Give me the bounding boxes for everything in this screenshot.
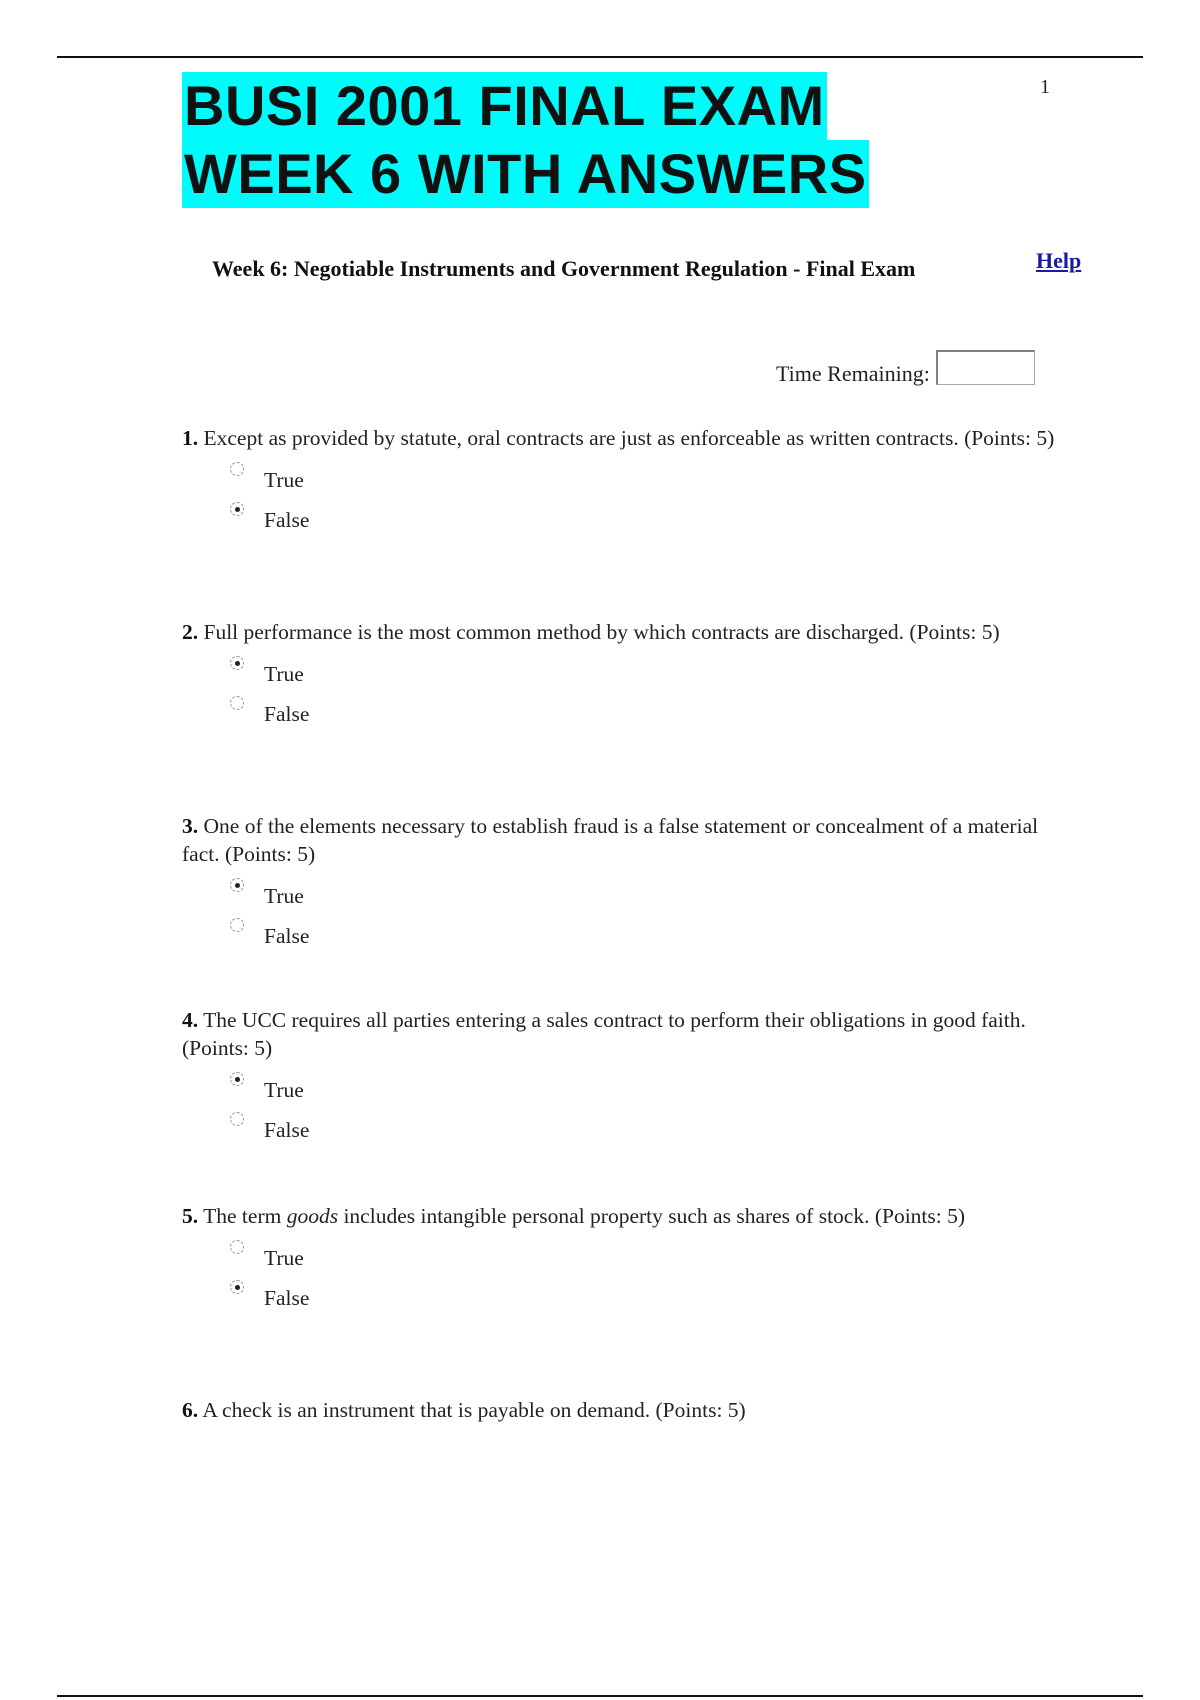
question-body: A check is an instrument that is payable on demand. (Points: 5) — [202, 1398, 746, 1422]
question-text — [182, 618, 1062, 646]
option-false[interactable] — [226, 502, 1062, 542]
question-body-start: The term — [203, 1204, 282, 1228]
question-body-end: includes intangible personal property such as shares of stock. (Points: 5) — [343, 1204, 966, 1228]
question-emphasis: goods — [286, 1204, 339, 1228]
time-remaining — [776, 350, 1035, 387]
question-2 — [182, 618, 1062, 736]
question-text — [182, 1396, 1062, 1424]
document-title — [182, 72, 869, 208]
radio-button[interactable] — [230, 462, 244, 476]
option-label: True — [264, 662, 304, 686]
option-false[interactable] — [226, 1280, 1062, 1320]
option-true[interactable] — [226, 462, 1062, 502]
option-label: False — [264, 1286, 310, 1310]
radio-button[interactable] — [230, 1112, 244, 1126]
question-number: 1. — [182, 426, 199, 450]
radio-button[interactable] — [230, 918, 244, 932]
question-body: One of the elements necessary to establish fraud is a false statement or concealment of a material fact. (Points: 5) — [182, 814, 1039, 866]
time-remaining-label: Time Remaining: — [776, 361, 930, 386]
title-line-1: BUSI 2001 FINAL EXAM — [182, 72, 827, 140]
question-text — [182, 424, 1062, 452]
option-label: True — [264, 1246, 304, 1270]
question-number: 2. — [182, 620, 199, 644]
radio-button[interactable] — [230, 1240, 244, 1254]
time-remaining-field — [936, 350, 1035, 385]
question-text — [182, 812, 1062, 868]
radio-button[interactable] — [230, 1280, 244, 1294]
question-4 — [182, 1006, 1062, 1152]
option-true[interactable] — [226, 1072, 1062, 1112]
option-label: False — [264, 508, 310, 532]
top-rule — [57, 56, 1143, 58]
page-number: 1 — [1040, 76, 1050, 98]
question-number: 3. — [182, 814, 199, 838]
option-false[interactable] — [226, 1112, 1062, 1152]
radio-button[interactable] — [230, 502, 244, 516]
question-3 — [182, 812, 1062, 958]
title-line-2: WEEK 6 WITH ANSWERS — [182, 140, 869, 208]
question-1 — [182, 424, 1062, 542]
question-body: Except as provided by statute, oral contracts are just as enforceable as written contracts. (Points: 5) — [203, 426, 1055, 450]
option-label: False — [264, 924, 310, 948]
option-label: True — [264, 884, 304, 908]
option-false[interactable] — [226, 918, 1062, 958]
option-label: True — [264, 468, 304, 492]
question-number: 5. — [182, 1204, 199, 1228]
exam-header: Week 6: Negotiable Instruments and Government Regulation - Final Exam — [212, 256, 916, 281]
question-body: The UCC requires all parties entering a sales contract to perform their obligations in good faith. (Points: 5) — [182, 1008, 1026, 1060]
question-text — [182, 1006, 1062, 1062]
help-link[interactable]: Help — [1036, 248, 1082, 273]
question-number: 6. — [182, 1398, 199, 1422]
question-6 — [182, 1396, 1062, 1424]
radio-button[interactable] — [230, 656, 244, 670]
option-label: False — [264, 1118, 310, 1142]
radio-button[interactable] — [230, 1072, 244, 1086]
option-true[interactable] — [226, 1240, 1062, 1280]
radio-button[interactable] — [230, 878, 244, 892]
question-5 — [182, 1202, 1062, 1320]
option-true[interactable] — [226, 656, 1062, 696]
radio-button[interactable] — [230, 696, 244, 710]
question-number: 4. — [182, 1008, 199, 1032]
question-body: Full performance is the most common method by which contracts are discharged. (Points: 5) — [203, 620, 1000, 644]
option-label: False — [264, 702, 310, 726]
option-false[interactable] — [226, 696, 1062, 736]
option-true[interactable] — [226, 878, 1062, 918]
question-text — [182, 1202, 1062, 1230]
option-label: True — [264, 1078, 304, 1102]
bottom-rule — [57, 1695, 1143, 1697]
